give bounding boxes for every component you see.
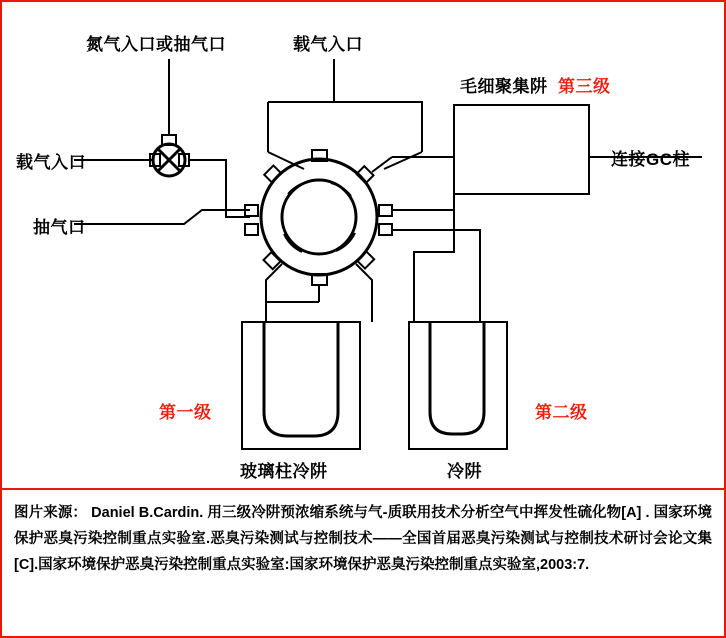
pipe-valve-ne: [384, 152, 422, 169]
pipe-rotor-sw-down: [266, 264, 282, 322]
stage-two-cold-trap-tube: [430, 322, 484, 434]
label-capillary-focuser: 毛细聚集阱: [460, 77, 548, 96]
pipe-focuser-to-stage-two: [414, 194, 454, 322]
rotor-port-e2: [379, 224, 392, 235]
pipe-to-stage-two-in: [392, 230, 480, 322]
label-pump-port: 抽气口: [33, 218, 86, 237]
stage-one-cold-trap-tube: [264, 322, 338, 436]
pipe-valve-to-rotor: [189, 160, 250, 217]
pipe-to-focuser-in: [392, 157, 454, 210]
pipe-rotor-se-down: [356, 264, 372, 322]
rotor-port-w2: [245, 224, 258, 235]
stage-one-dewar: [242, 322, 360, 449]
figure-caption: [2, 488, 724, 636]
diagram-area: [2, 2, 724, 488]
label-carrier-gas-inlet-left: 载气入口: [16, 153, 86, 172]
label-nitrogen-inlet: 氮气入口或抽气口: [86, 35, 226, 54]
label-stage-one: 第一级: [159, 403, 212, 422]
pipe-rotor-ne-up: [372, 157, 392, 172]
label-stage-two: 第二级: [535, 403, 588, 422]
schematic-drawing: [2, 2, 724, 488]
label-carrier-gas-inlet-top: 载气入口: [293, 35, 363, 54]
label-glass-column-cold-trap: 玻璃柱冷阱: [240, 462, 328, 481]
caption-text: 图片来源： Daniel B.Cardin. 用三级冷阱预浓缩系统与气-质联用技术分析空气中挥发性硫化物[A] . 国家环境保护恶臭污染控制重点实验室.恶臭污染测试与控制技术——全国首届恶臭污染测试与控制技术研讨会论文集[C].国家环境保护恶臭污染控制重点实验室:国家环境保护恶臭污染控制重点实验室,2003:7.: [14, 505, 712, 573]
rotor-port-e1: [379, 205, 392, 216]
capillary-focuser-box: [454, 105, 589, 194]
label-connect-gc-column: 连接GC柱: [611, 150, 690, 169]
pipe-carrier-top: [334, 102, 422, 152]
label-stage-three: 第三级: [558, 77, 611, 96]
label-cold-trap: 冷阱: [447, 462, 482, 481]
stage-two-dewar: [409, 322, 507, 449]
pipe-pump-port: [74, 210, 250, 224]
